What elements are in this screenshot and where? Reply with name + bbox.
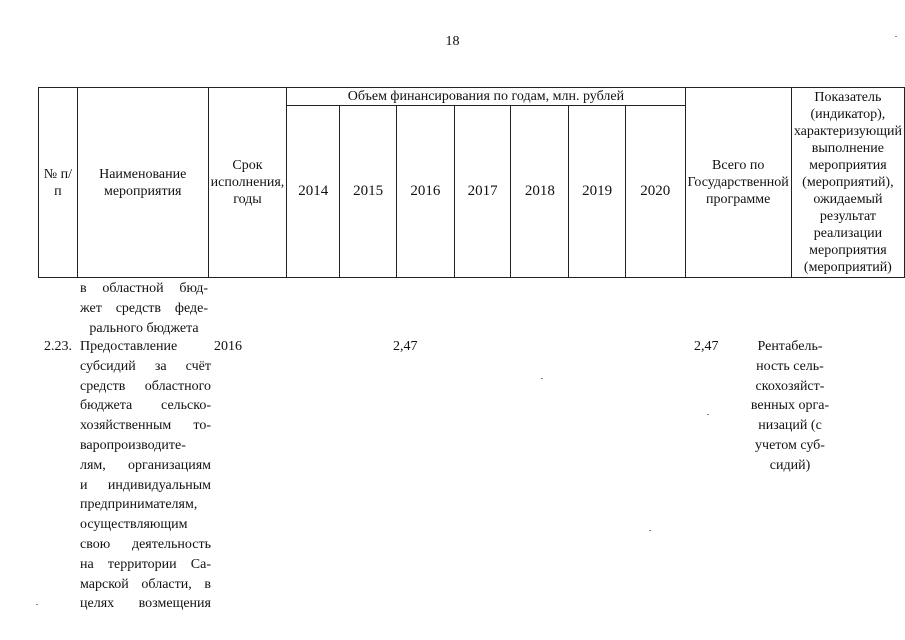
row-indicator	[740, 337, 840, 476]
scan-speck	[895, 36, 897, 37]
header-year-2017: 2017	[454, 106, 511, 278]
header-num: № п/п	[39, 88, 78, 278]
text-line: варопроизводите-	[80, 437, 186, 453]
text-line: в областной бюд-	[80, 281, 208, 296]
scan-speck	[36, 604, 38, 605]
text-line: рального бюджета	[89, 320, 199, 336]
text-line: субсидий за счёт	[80, 358, 211, 374]
text-line: целях возмещения	[80, 596, 211, 612]
row-total: 2,47	[694, 339, 719, 354]
row-term: 2016	[214, 339, 242, 354]
header-name: Наименование мероприятия	[77, 88, 208, 278]
header-funding-group: Объем финансирования по годам, млн. рублей	[287, 88, 685, 106]
row-name	[80, 337, 211, 614]
text-line: венных орга-	[750, 398, 830, 414]
text-line: средств областного	[80, 378, 211, 394]
text-line: Предоставление	[80, 339, 178, 354]
text-line: и индивидуальным	[80, 477, 211, 493]
scan-speck	[541, 378, 543, 379]
header-term: Срок исполнения, годы	[208, 88, 287, 278]
text-line: Рентабель-	[757, 339, 823, 354]
text-line: марской области, в	[80, 576, 211, 592]
text-line: бюджета сельско-	[80, 398, 211, 414]
text-line: учетом суб-	[755, 437, 825, 453]
scan-speck	[649, 530, 651, 531]
text-line: на территории Са-	[80, 556, 211, 572]
header-total: Всего по Государственной программе	[685, 88, 791, 278]
text-line: свою деятельность	[80, 536, 211, 552]
row-value-2016: 2,47	[393, 339, 418, 354]
text-line: ность сель-	[756, 358, 824, 374]
text-line: сидий)	[769, 457, 811, 473]
page-number: 18	[445, 34, 460, 49]
text-line: жет средств феде-	[80, 300, 208, 316]
text-line: низаций (с	[758, 418, 822, 434]
text-line: хозяйственным то-	[80, 418, 211, 434]
scan-speck	[707, 414, 709, 415]
header-year-2019: 2019	[569, 106, 626, 278]
header-year-2015: 2015	[340, 106, 397, 278]
text-line: предпринимателям,	[80, 497, 198, 513]
header-year-2020: 2020	[625, 106, 685, 278]
header-year-2014: 2014	[287, 106, 340, 278]
header-year-2018: 2018	[511, 106, 569, 278]
header-year-2016: 2016	[397, 106, 455, 278]
text-line: осуществляющим	[80, 517, 188, 533]
header-indicator: Показатель (индикатор), характеризующий выполнение мероприятия (мероприятий), ожидаемый результат реализации мероприятия (мероприятий)	[791, 88, 904, 278]
continuation-text	[80, 279, 208, 338]
text-line: лям, организациям	[80, 457, 211, 473]
row-number: 2.23.	[44, 339, 72, 354]
text-line: скохозяйст-	[755, 378, 825, 394]
